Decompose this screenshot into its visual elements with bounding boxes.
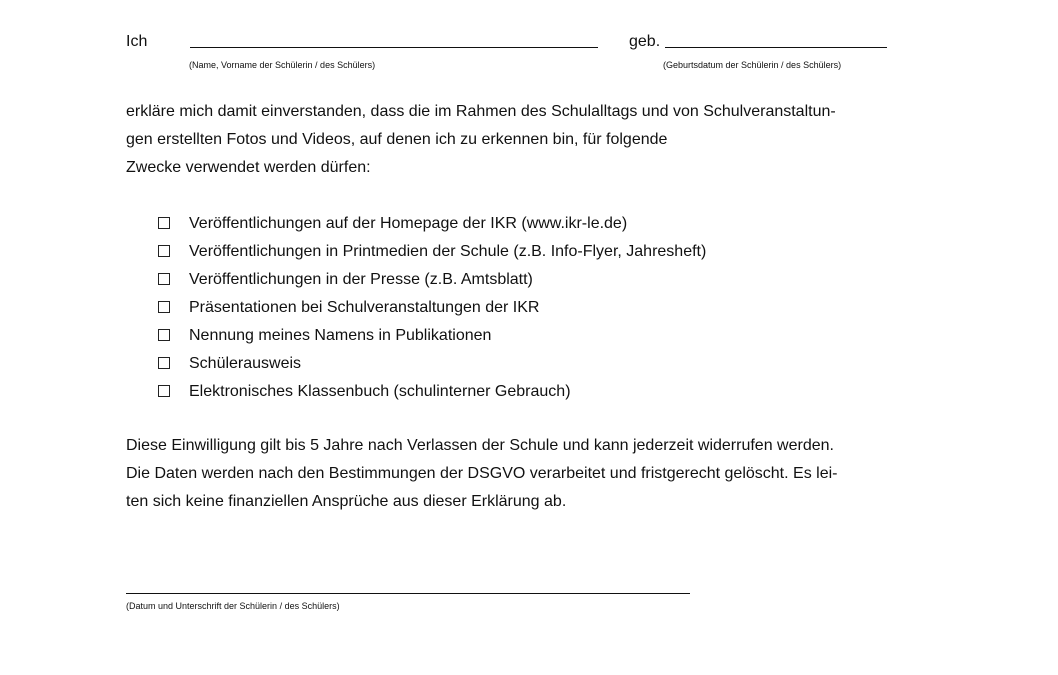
- validity-line: Diese Einwilligung gilt bis 5 Jahre nach Verlassen der Schule und kann jederzeit widerrufen werden.: [126, 437, 834, 454]
- birthdate-caption: (Geburtsdatum der Schülerin / des Schülers): [663, 60, 842, 70]
- geb-label: geb.: [629, 33, 661, 50]
- signature-caption: (Datum und Unterschrift der Schülerin / des Schülers): [126, 601, 340, 611]
- validity-line: ten sich keine finanziellen Ansprüche aus dieser Erklärung ab.: [126, 493, 567, 510]
- purpose-label: Veröffentlichungen auf der Homepage der IKR (www.ikr-le.de): [189, 215, 628, 232]
- signature-field-line[interactable]: [126, 593, 690, 594]
- name-caption: (Name, Vorname der Schülerin / des Schülers): [189, 60, 376, 70]
- checkbox[interactable]: [158, 385, 170, 397]
- validity-line: Die Daten werden nach den Bestimmungen der DSGVO verarbeitet und fristgerecht gelöscht. Es lei-: [126, 465, 838, 482]
- checkbox[interactable]: [158, 301, 170, 313]
- purpose-label: Veröffentlichungen in Printmedien der Schule (z.B. Info-Flyer, Jahresheft): [189, 243, 707, 260]
- birthdate-field-line[interactable]: [665, 47, 887, 48]
- purpose-label: Nennung meines Namens in Publikationen: [189, 327, 492, 344]
- ich-label: Ich: [126, 33, 148, 50]
- purpose-label: Veröffentlichungen in der Presse (z.B. Amtsblatt): [189, 271, 533, 288]
- purpose-label: Elektronisches Klassenbuch (schulinterner Gebrauch): [189, 383, 571, 400]
- checkbox[interactable]: [158, 357, 170, 369]
- intro-line: erkläre mich damit einverstanden, dass die im Rahmen des Schulalltags und von Schulveranstaltun-: [126, 103, 836, 120]
- intro-paragraph: [126, 98, 836, 182]
- intro-line: Zwecke verwendet werden dürfen:: [126, 159, 371, 176]
- intro-line: gen erstellten Fotos und Videos, auf denen ich zu erkennen bin, für folgende: [126, 131, 668, 148]
- purpose-label: Präsentationen bei Schulveranstaltungen der IKR: [189, 299, 540, 316]
- checkbox[interactable]: [158, 245, 170, 257]
- checkbox[interactable]: [158, 273, 170, 285]
- checkbox[interactable]: [158, 329, 170, 341]
- checkbox[interactable]: [158, 217, 170, 229]
- validity-paragraph: [126, 432, 837, 516]
- name-field-line[interactable]: [190, 47, 598, 48]
- purpose-label: Schülerausweis: [189, 355, 302, 372]
